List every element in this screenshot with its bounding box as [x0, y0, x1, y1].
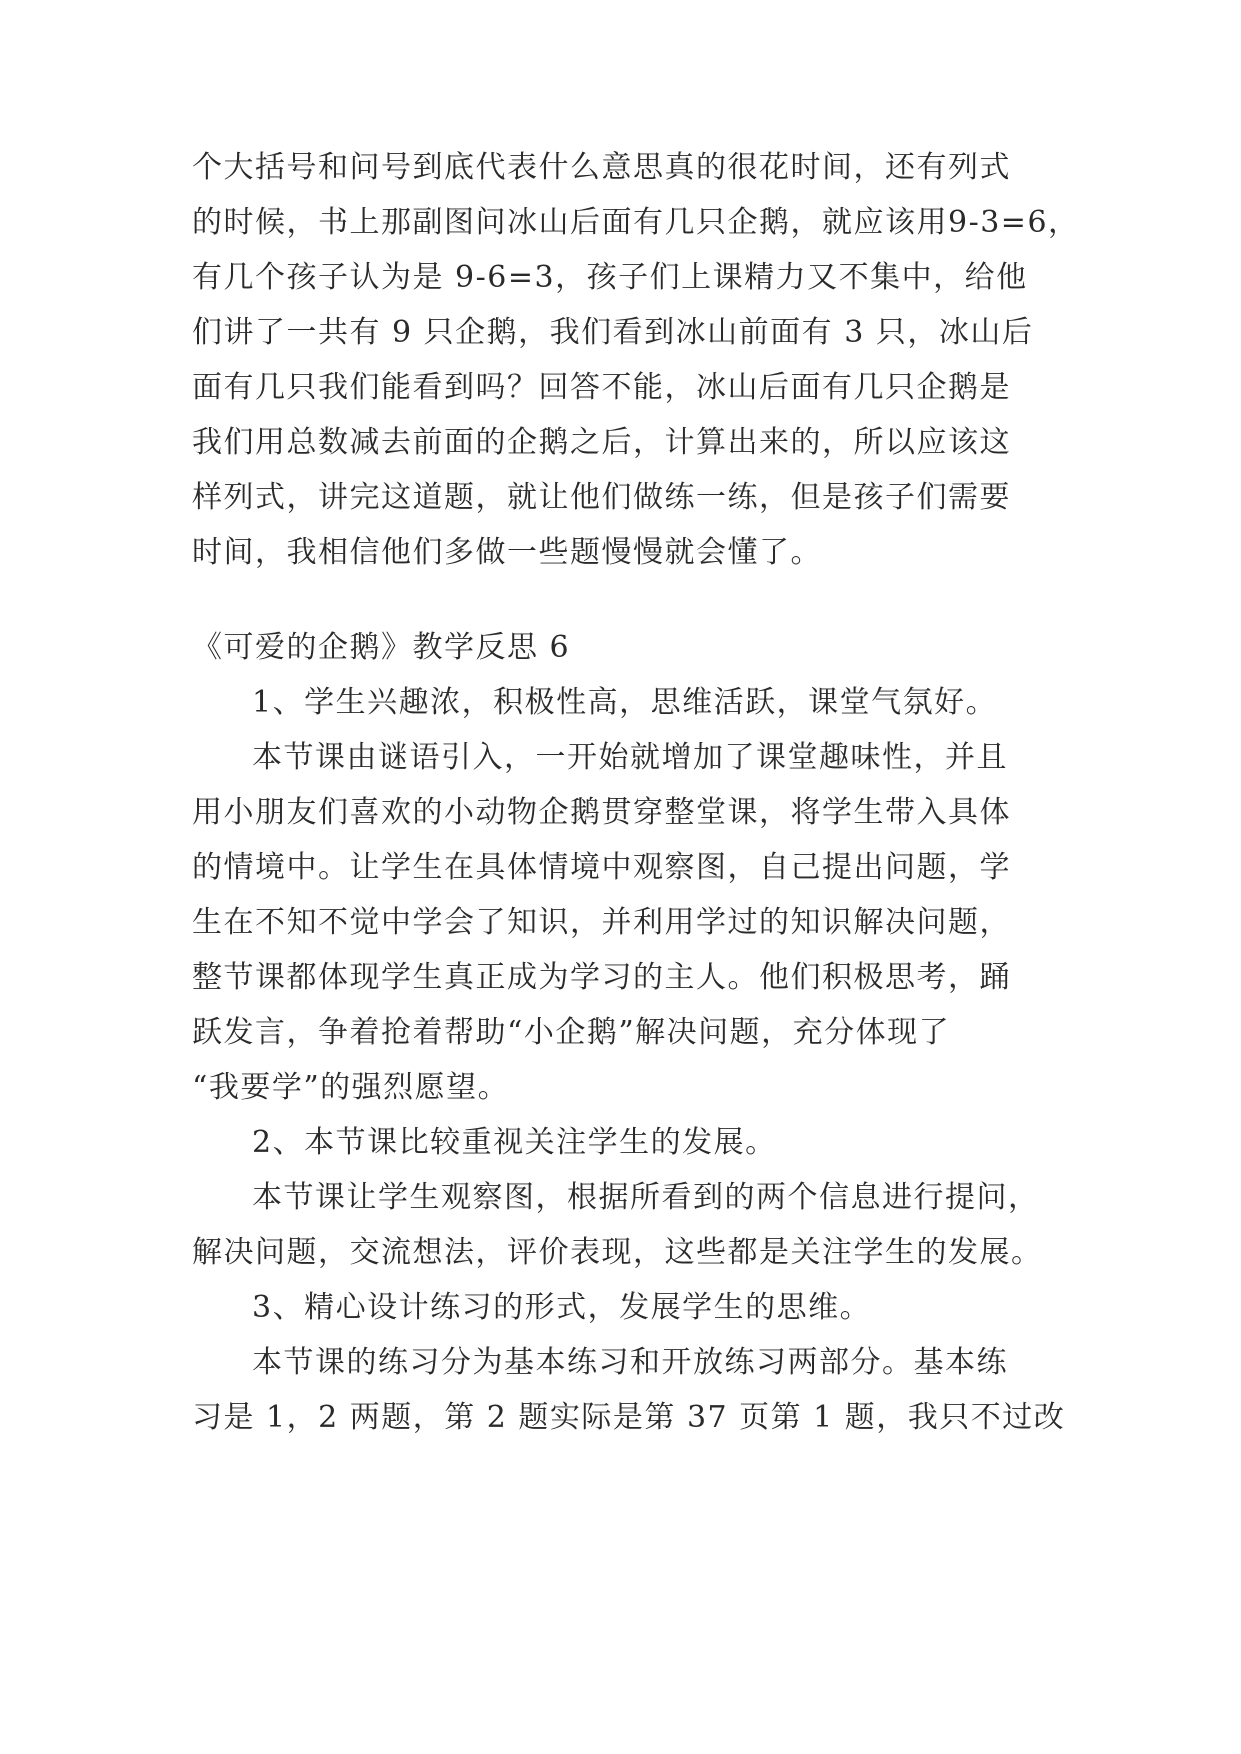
paragraph-line: 的时候，书上那副图问冰山后面有几只企鹅，就应该用9-3=6，: [192, 205, 1080, 240]
paragraph-line: 用小朋友们喜欢的小动物企鹅贯穿整堂课，将学生带入具体: [192, 795, 1011, 830]
paragraph-line: 们讲了一共有 9 只企鹅，我们看到冰山前面有 3 只，冰山后: [192, 315, 1034, 350]
point-heading: 1、学生兴趣浓，积极性高，思维活跃，课堂气氛好。: [252, 685, 998, 720]
paragraph-line: 本节课的练习分为基本练习和开放练习两部分。基本练: [252, 1345, 1008, 1380]
paragraph-line: 时间，我相信他们多做一些题慢慢就会懂了。: [192, 535, 822, 570]
point-heading: 2、本节课比较重视关注学生的发展。: [252, 1125, 777, 1160]
paragraph-line: 样列式，讲完这道题，就让他们做练一练，但是孩子们需要: [192, 480, 1011, 515]
point-heading: 3、精心设计练习的形式，发展学生的思维。: [252, 1290, 872, 1325]
paragraph-line: 本节课让学生观察图，根据所看到的两个信息进行提问，: [252, 1180, 1040, 1215]
paragraph-line: 解决问题，交流想法，评价表现，这些都是关注学生的发展。: [192, 1235, 1043, 1270]
paragraph-line: 有几个孩子认为是 9-6=3，孩子们上课精力又不集中，给他: [192, 260, 1028, 295]
paragraph-line: 跃发言，争着抢着帮助“小企鹅”解决问题，充分体现了: [192, 1015, 951, 1050]
paragraph-line: 个大括号和问号到底代表什么意思真的很花时间，还有列式: [192, 150, 1011, 185]
section-title: 《可爱的企鹅》教学反思 6: [192, 630, 571, 665]
paragraph-line: 的情境中。让学生在具体情境中观察图，自己提出问题，学: [192, 850, 1011, 885]
paragraph-line: 生在不知不觉中学会了知识，并利用学过的知识解决问题，: [192, 905, 1011, 940]
paragraph-line: 本节课由谜语引入，一开始就增加了课堂趣味性，并且: [252, 740, 1008, 775]
paragraph-line: “我要学”的强烈愿望。: [192, 1070, 510, 1105]
paragraph-line: 面有几只我们能看到吗？回答不能，冰山后面有几只企鹅是: [192, 370, 1011, 405]
paragraph-line: 整节课都体现学生真正成为学习的主人。他们积极思考，踊: [192, 960, 1011, 995]
paragraph-line: 习是 1，2 两题，第 2 题实际是第 37 页第 1 题，我只不过改: [192, 1400, 1066, 1435]
paragraph-line: 我们用总数减去前面的企鹅之后，计算出来的，所以应该这: [192, 425, 1011, 460]
